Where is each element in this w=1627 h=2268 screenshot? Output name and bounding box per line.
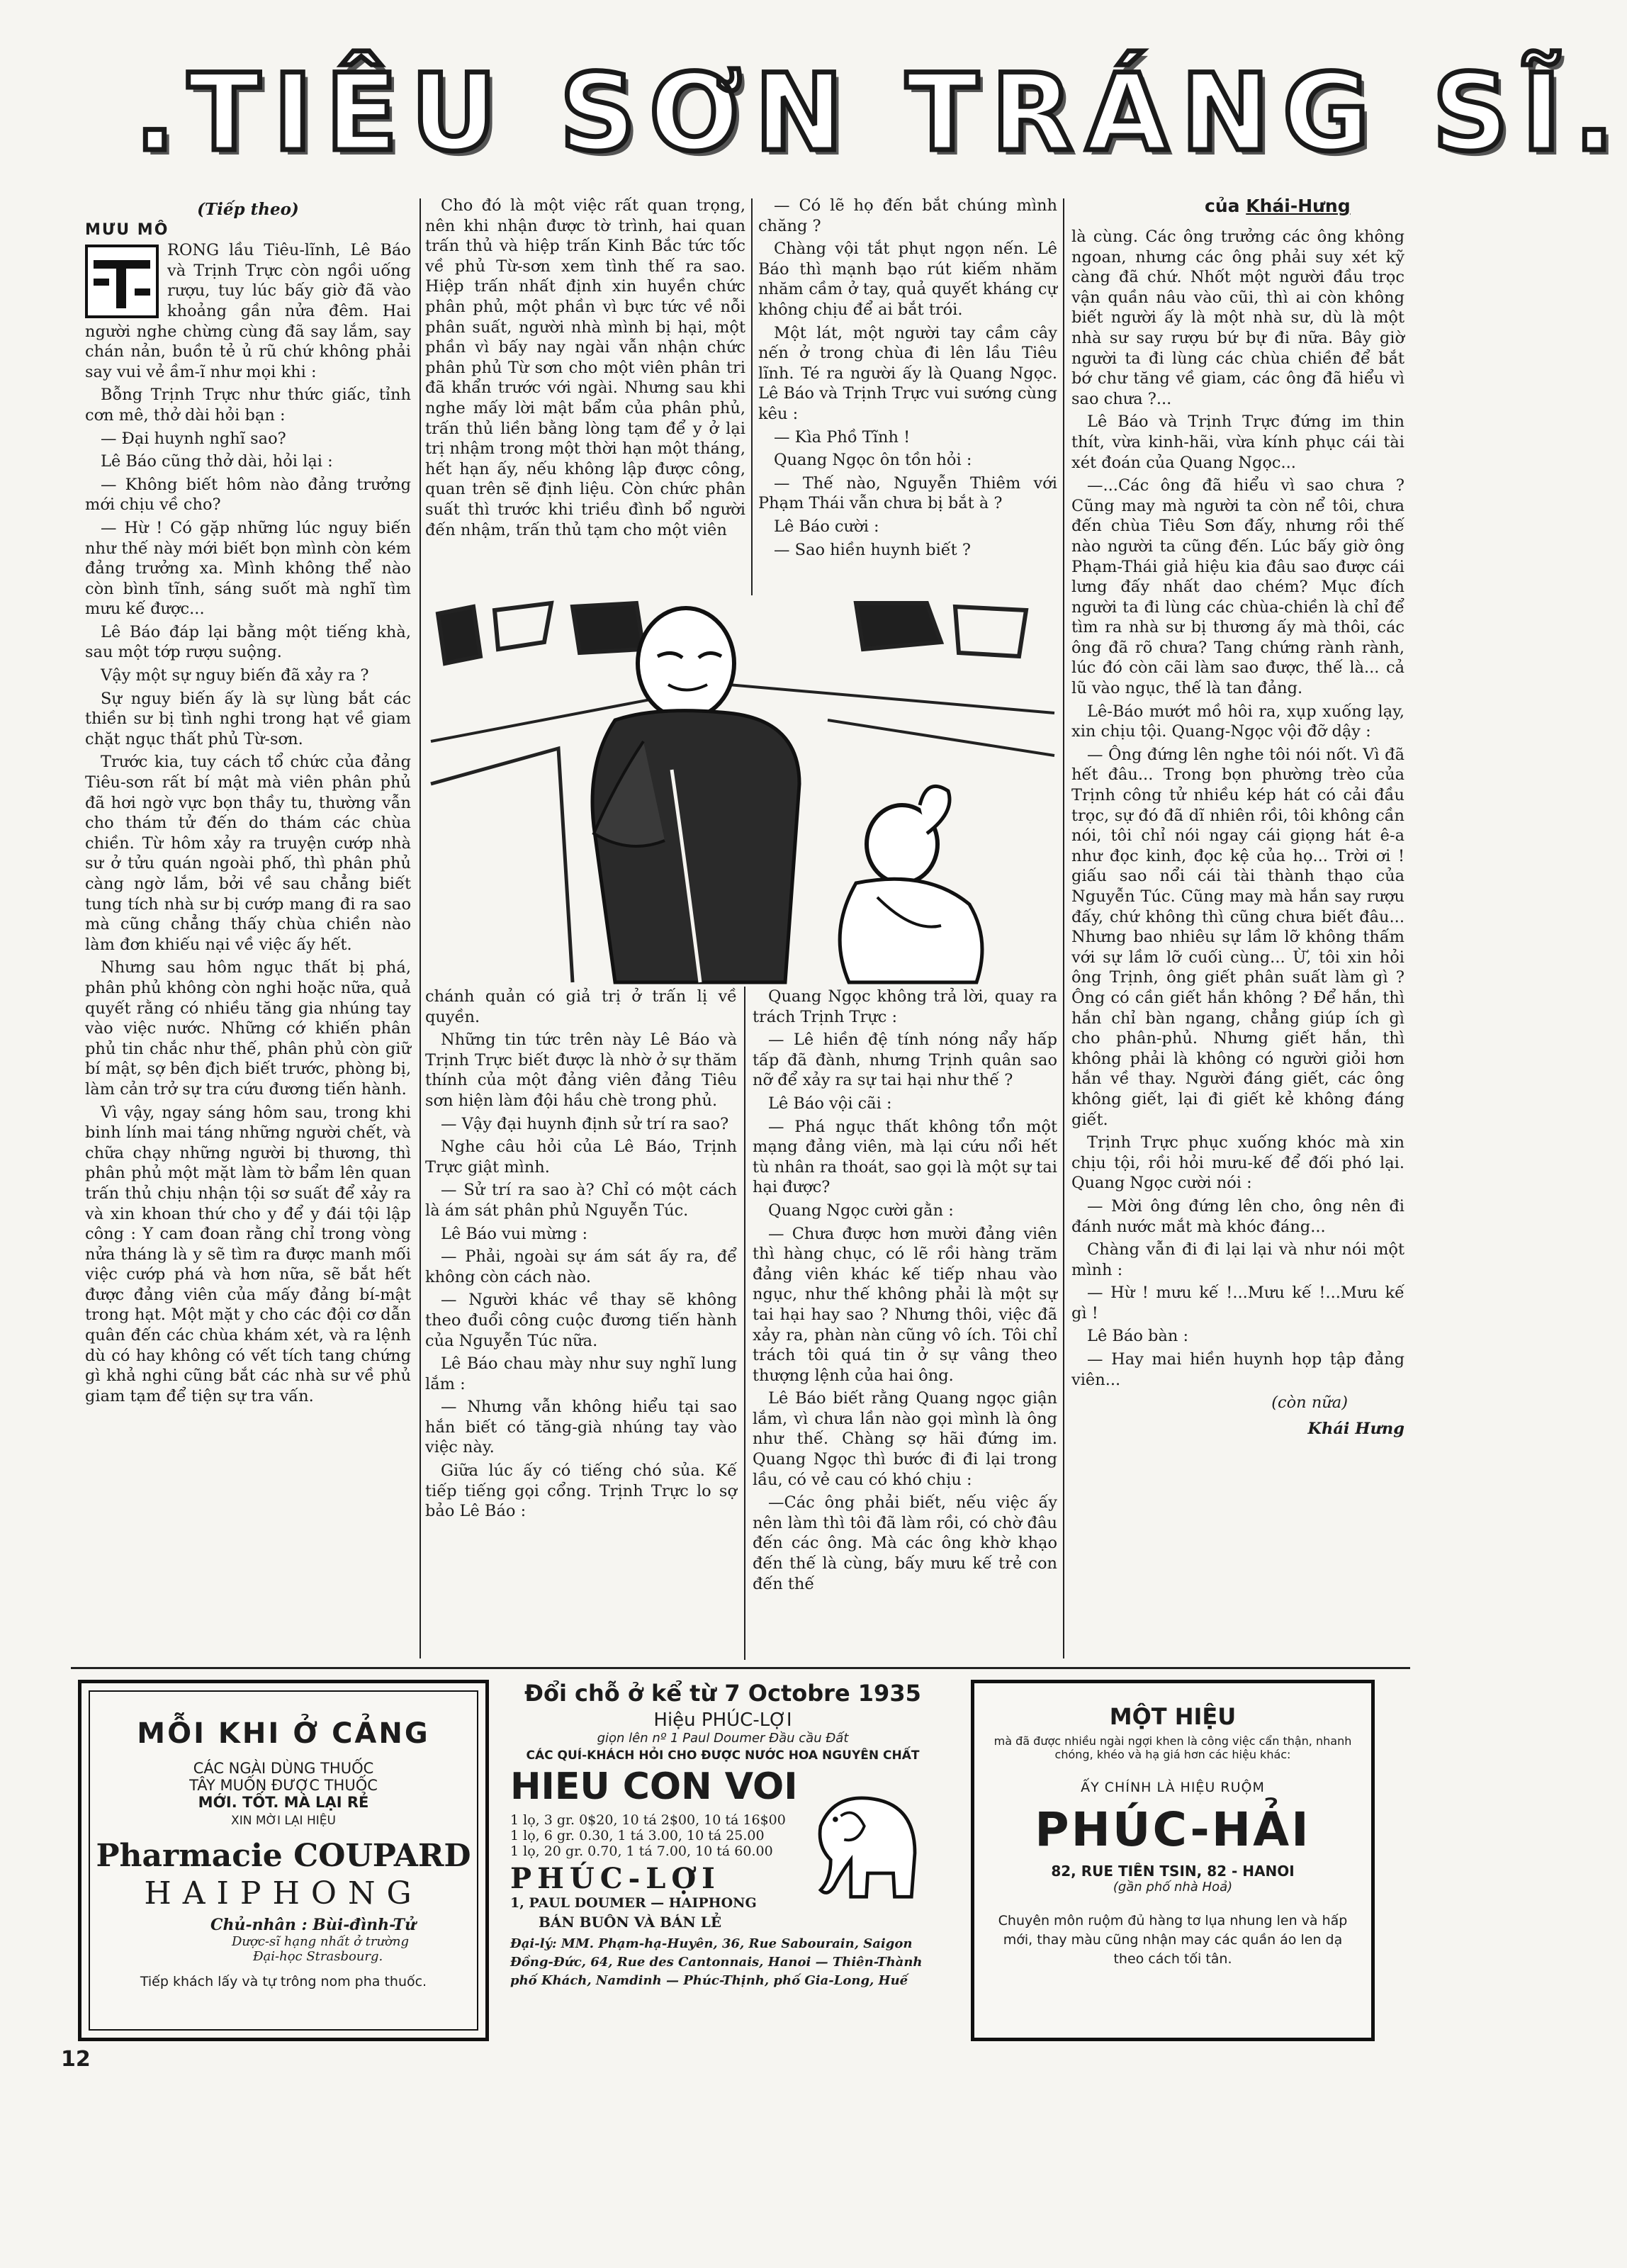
paragraph: Lê Báo vui mừng :: [441, 1224, 588, 1243]
paragraph: Chàng vội tắt phụt ngọn nến. Lê Báo thì mạnh bạo rút kiếm nhăm nhăm cầm ở tay, quả quyết kháng cự không chịu để ai bắt trói.: [758, 240, 1057, 319]
paragraph: Những tin tức trên này Lê Báo và Trịnh Trực biết được là nhờ ở sự thăm thính của một đảng viên đảng Tiêu sơn hiện làm đội hầu chè trong phủ.: [425, 1031, 737, 1110]
paragraph: — Hay mai hiền huynh họp tập đảng viên...: [1071, 1350, 1404, 1389]
column-3-top: [758, 196, 1057, 593]
paragraph: — Hừ ! Có gặp những lúc nguy biến như thế này mới biết bọn mình còn kém đảng trưởng xa. Mình không thể nào còn bình tĩnh, sáng suốt mà nghĩ tìm mưu kế được...: [85, 518, 411, 619]
ad-left-headline: MỖI KHI Ở CẢNG: [137, 1717, 430, 1750]
paragraph: — Nhưng vẫn không hiểu tại sao hắn biết có tăng-già nhúng tay vào việc này.: [425, 1398, 737, 1457]
paragraph: — Người khác về thay sẽ không theo đuổi công cuộc đương tiến hành của Nguyễn Túc nữa.: [425, 1291, 737, 1350]
ad-right-brand: PHÚC-HẢI: [1035, 1802, 1311, 1857]
paragraph: Lê Báo bàn :: [1087, 1327, 1189, 1346]
column-3-bottom: [753, 987, 1057, 1658]
paragraph: — Thế nào, Nguyễn Thiêm với Phạm Thái vẫn chưa bị bắt à ?: [758, 473, 1057, 513]
ad-left-brand: Pharmacie COUPARD: [96, 1838, 471, 1874]
paragraph: — Không biết hôm nào đảng trưởng mới chịu về cho?: [85, 475, 411, 515]
ad-right-address: 82, RUE TIÊN TSIN, 82 - HANOI: [1051, 1863, 1295, 1880]
paragraph: Sự nguy biến ấy là sự lùng bắt các thiền sư bị tình nghi trong hạt về giam chặt ngục thất phủ Từ-sơn.: [85, 689, 411, 748]
ad-right-lead: ẤY CHÍNH LÀ HIỆU RUỘM: [1081, 1780, 1265, 1795]
byline-author: Khái-Hưng: [1246, 196, 1351, 216]
paragraph: Quang Ngọc không trả lời, quay ra trách Trịnh Trực :: [753, 987, 1057, 1026]
paragraph: Lê Báo chau mày như suy nghĩ lung lắm :: [425, 1354, 737, 1393]
paragraph: — Kìa Phồ Tĩnh !: [774, 427, 911, 447]
ad-center-address-note: giọn lên nº 1 Paul Doumer Đầu cầu Đất: [597, 1731, 849, 1746]
ad-right-intro: mà đã được nhiều ngài ngợi khen là công việc cẩn thận, nhanh chóng, khéo và hạ giá hơn các hiệu khác:: [993, 1734, 1352, 1761]
paragraph: — Phải, ngoài sự ám sát ấy ra, để không còn cách nào.: [425, 1247, 737, 1286]
paragraph: Lê Báo biết rằng Quang ngọc giận lắm, vì chưa lần nào gọi mình là ông như thế. Chàng sợ hãi đứng im. Quang Ngọc thì bước đi đi lại trong lầu, có vẻ cau có khó chịu :: [753, 1389, 1057, 1489]
ad-center-brand2: PHÚC-LỢI: [510, 1862, 721, 1895]
paragraph: là cùng. Các ông trưởng các ông không ngoan, nhưng các ông phải suy xét kỹ càng đã chứ. Nhốt một người đầu trọc vận quần nâu vào cũi, thì ai còn không biết người ấy là một nhà sư, dù là một nhà sư say rượu bứ bự đi nữa. Bây giờ người ta đi lùng các chùa chiền để bắt bớ chư tăng về giam, các ông đã hiểu vì sao chưa ?...: [1071, 228, 1404, 408]
ad-pharmacie-coupard: [78, 1680, 489, 2041]
elephant-icon: [794, 1779, 928, 1914]
ad-right-desc: Chuyên môn ruộm đủ hàng tơ lụa nhung len và hấp mới, thay màu cũng nhận may các quần áo len dạ theo cách tối tân.: [998, 1913, 1348, 1967]
paragraph: —Các ông phải biết, nếu việc ấy nên làm thì tôi đã làm rồi, có chờ đâu đến các ông. Mà các ông khờ khạo đến thế là cùng, bấy mưu kế trẻ con đến thế: [753, 1493, 1057, 1593]
ad-right-headline: MỘT HIỆU: [1109, 1703, 1237, 1730]
ad-left-line3: MỚI. TỐT. MÀ LẠI RẺ: [198, 1794, 369, 1811]
column-1: [85, 200, 411, 1666]
paragraph: — Có lẽ họ đến bắt chúng mình chăng ?: [758, 196, 1057, 235]
byline: [1205, 196, 1351, 216]
ad-center-agents: Đại-lý: MM. Phạm-hạ-Huyên, 36, Rue Sabourain, Saigon Đồng-Đức, 64, Rue des Cantonnais, Hanoi — Thiên-Thành phố Khách, Namdinh — Phúc-Thịnh, phố Gia-Long, Huế: [510, 1936, 923, 1988]
ad-phuc-hai: [971, 1680, 1375, 2041]
paragraph: —...Các ông đã hiểu vì sao chưa ? Cũng may mà người ta còn nể tôi, chưa đến chùa Tiêu Sơn đấy, nhưng rồi thế nào người ta cũng đến. Lúc bấy giờ ông Phạm-Thái giả hiệu kia đâu sao được cái lưng đấy nhất dao chém? Mục đích người ta đi lùng các chùa-chiền là chỉ để tìm ra nhà sư bị thương ấy mà thôi, các ông đã rõ chưa? Tang chứng rành rành, lúc đó còn cãi làm sao được, thế là... cả lũ vào ngục, thế là tan đảng.: [1071, 476, 1404, 698]
paragraph: Chàng vẫn đi đi lại lại và như nói một mình :: [1071, 1240, 1404, 1279]
paragraph: Lê-Báo mướt mồ hôi ra, xụp xuống lạy, xin chịu tội. Quang-Ngọc vội đỡ dậy :: [1071, 702, 1404, 741]
column-rule: [420, 198, 421, 1658]
paragraph: Giữa lúc ấy có tiếng chó sủa. Kế tiếp tiếng gọi cổng. Trịnh Trực lo sợ bảo Lê Báo :: [425, 1461, 737, 1521]
paragraph: — Sao hiền huynh biết ?: [774, 540, 971, 559]
paragraph: — Hừ ! mưu kế !...Mưu kế !...Mưu kế gì !: [1071, 1284, 1404, 1323]
illustration-two-monks: [431, 600, 1054, 982]
paragraph: Quang Ngọc ôn tồn hỏi :: [774, 451, 972, 470]
ad-center-price-2: 1 lọ, 6 gr. 0.30, 1 tá 3.00, 10 tá 25.00: [510, 1828, 765, 1843]
column-2-bottom: [425, 987, 737, 1658]
ads-top-rule: [71, 1667, 1410, 1669]
paragraph: Cho đó là một việc rất quan trọng, nên khi nhận được tờ trình, hai quan trấn thủ và hiệp trấn Kinh Bắc tức tốc về phủ Từ-sơn xem tình thế ra sao. Hiệp trấn nhất định xin huyền chức phân phủ, một phần vì bực tức về nỗi phân suất, người nhà mình bị hại, một phần vì bấy nay ngài vẫn nhận chức phân phủ Từ sơn cho một viên phân tri đã khẩn trước với ngài. Nhưng sau khi nghe mấy lời mật bẩm của phân phủ, trấn thủ liền bằng lòng tạm để y ở lại trị nhậm trong một thời hạn một tháng, hết hạn ấy, nếu không lập được công, quan trên sẽ định liệu. Còn chức phân suất thì trước khi triều đình bổ người đến nhậm, trấn thủ tạm cho một viên: [425, 196, 745, 539]
signature: Khái Hưng: [1307, 1419, 1404, 1438]
paragraph: Lê Báo cũng thở dài, hỏi lại :: [101, 452, 333, 471]
ad-left-city: HAIPHONG: [144, 1875, 423, 1911]
column-rule: [1063, 198, 1064, 1658]
section-title: MƯU MÔ: [85, 220, 169, 239]
dropcap-t-icon: [85, 245, 159, 318]
page-number: 12: [61, 2047, 91, 2072]
paragraph: Bỗng Trịnh Trực như thức giấc, tỉnh cơn mê, thở dài hỏi bạn :: [85, 386, 411, 425]
ad-right-address-note: (gần phố nhà Hoả): [1113, 1880, 1233, 1894]
paragraph: Một lát, một người tay cầm cây nến ở trong chùa đi lên lầu Tiêu lĩnh. Té ra người ấy là Quang Ngọc. Lê Báo và Trịnh Trực vui sướng cùng kêu :: [758, 323, 1057, 423]
paragraph: Lê Báo vội cãi :: [768, 1094, 892, 1113]
column-rule: [744, 987, 745, 1660]
ad-left-owner: Chủ-nhân : Bùi-đình-Tử: [210, 1916, 416, 1934]
ad-center-trade: BÁN BUÔN VÀ BÁN LẺ: [539, 1914, 722, 1931]
continued-label: (Tiếp theo): [197, 200, 299, 219]
paragraph: Quang Ngọc cười gằn :: [768, 1201, 954, 1220]
paragraph: chánh quản có giả trị ở trấn lị về quyền.: [425, 987, 737, 1026]
ad-center-invite: CÁC QUÍ-KHÁCH HỎI CHO ĐƯỢC NƯỚC HOA NGUYÊN CHẤT: [526, 1748, 920, 1763]
paragraph: Nhưng sau hôm ngục thất bị phá, phân phủ không còn nghi hoặc nữa, quả quyết rằng có nhiều tăng gia nhúng tay vào việc nước. Những cớ khiến phân phủ tin chắc như thế, phân phủ còn giữ bí mật, sợ bên địch biết trước, phòng bị, làm cản trở sự tra cứu đương tiến hành.: [85, 958, 411, 1099]
paragraph: Nghe câu hỏi của Lê Báo, Trịnh Trực giật mình.: [425, 1138, 737, 1177]
ad-center-address: 1, PAUL DOUMER — HAIPHONG: [510, 1895, 757, 1911]
paragraph: Vì vậy, ngay sáng hôm sau, trong khi binh lính mai táng những người chết, và chữa chạy những người bị thương, thì phân phủ một mặt làm tờ bẩm lên quan trấn thủ chịu nhận tội sơ suất để xảy ra và xin khoan thứ cho y để y đái tội lập công : Y cam đoan rằng chỉ trong vòng nửa tháng là y sẽ tìm ra được manh mối việc cướp phá và hơn nữa, sẽ bắt hết được đảng viên của mấy đảng bí-mật trong hạt. Một mặt y cho các đội cơ dẫn quân đến các chùa khám xét, và ra lệnh dù có hay không có vết tích tang chứng gì khả nghi cũng bắt các nhà sư về phủ giam tạm để tiện sự tra vấn.: [85, 1103, 411, 1405]
paragraph: — Lê hiền đệ tính nóng nẩy hấp tấp đã đành, nhưng Trịnh quân sao nỡ để xảy ra sự tai hại như thế ?: [753, 1031, 1057, 1090]
ad-left-line1: CÁC NGÀI DÙNG THUỐC: [193, 1760, 374, 1777]
ad-left-line4: XIN MỜI LẠI HIỆU: [231, 1814, 336, 1828]
ad-center-price-1: 1 lọ, 3 gr. 0$20, 10 tá 2$00, 10 tá 16$00: [510, 1812, 786, 1828]
continued-next: (còn nữa): [1271, 1393, 1348, 1413]
page-title: .TIÊU SƠN TRÁNG SĨ.: [135, 52, 1627, 175]
ad-left-school: Đại-học Strasbourg.: [253, 1949, 383, 1964]
column-2-top: [425, 196, 745, 593]
column-rule: [751, 198, 753, 595]
column-4: [1071, 227, 1404, 1666]
ad-left-degree: Dược-sĩ hạng nhất ở trường: [232, 1934, 410, 1949]
paragraph: — Mời ông đứng lên cho, ông nên đi đánh nước mắt mà khóc đáng...: [1071, 1196, 1404, 1236]
paragraph: — Sử trí ra sao à? Chỉ có một cách là ám sát phân phủ Nguyễn Túc.: [425, 1181, 737, 1220]
paragraph: Trước kia, tuy cách tổ chức của đảng Tiêu-sơn rất bí mật mà viên phân phủ đã hơi ngờ vực bọn thầy tu, thường vẫn cho thám tử đến do thám các chùa chiền. Từ hôm xảy ra truyện cướp nhà sư ở tửu quán ngoài phố, thì phân phủ càng ngờ lắm, bởi về sau chẳng biết tung tích nhà sư bị cướp mang đi ra sao mà cũng chẳng thấy chùa chiền nào làm đơn khiếu nại về việc ấy hết.: [85, 753, 411, 954]
paragraph: — Ông đứng lên nghe tôi nói nốt. Vì đã hết đâu... Trong bọn phường trèo của Trịnh công tử nhiều kép hát có cải đầu trọc, sự đó đã dĩ nhiên rồi, tôi không cần nói, tôi chỉ nói ngay cái giọng hát ê-a như đọc kinh, đọc kệ của họ... Trời ơi ! giấu sao nổi cái tài thành thạo của Nguyễn Túc. Cũng may mà hắn say rượu đấy, chứ không thì cũng chưa biết đâu... Nhưng bao nhiêu sự lầm lỡ không thấm với sự lầm lỡ cuối cùng... Ừ, tôi xin hỏi ông Trịnh, ông giết phân suất làm gì ? Ông có cần giết hắn không ? Để hắn, thì hắn chỉ bàn ngang, chẳng giúp ích gì cho phân-phủ. Nhưng giết hắn, thì không phải là không có người giỏi hơn hắn về thay. Người đáng giết, các ông không giết, lại đi giết kẻ không đáng giết.: [1071, 745, 1404, 1129]
paragraph: Lê Báo đáp lại bằng một tiếng khà, sau một tớp rượu suộng.: [85, 622, 411, 662]
paragraph: Trịnh Trực phục xuống khóc mà xin chịu tội, rồi hỏi mưu-kế để đối phó lại. Quang Ngọc cười nói :: [1071, 1133, 1404, 1193]
ad-center-price-3: 1 lọ, 20 gr. 0.70, 1 tá 7.00, 10 tá 60.00: [510, 1843, 773, 1859]
paragraph: RONG lầu Tiêu-lĩnh, Lê Báo và Trịnh Trực còn ngồi uống rượu, tuy lúc bấy giờ đã vào khoảng gần nửa đêm. Hai người nghe chừng cùng đã say lắm, say chán nản, buồn tẻ ủ rũ chứ không phải say vui vẻ ầm-ĩ như mọi khi :: [85, 241, 411, 381]
paragraph: — Đại huynh nghĩ sao?: [101, 429, 286, 448]
ad-center-shop: Hiệu PHÚC-LỢI: [653, 1710, 792, 1731]
byline-prefix: của: [1205, 196, 1240, 216]
ad-left-line2: TÂY MUỐN ĐƯỢC THUỐC: [189, 1777, 378, 1794]
paragraph: Lê Báo cười :: [774, 517, 879, 536]
ad-center-brand: HIEU CON VOI: [510, 1765, 798, 1808]
paragraph: Lê Báo và Trịnh Trực đứng im thin thít, vừa kinh-hãi, vừa kính phục cái tài xét đoán của Quang Ngọc...: [1071, 412, 1404, 472]
paragraph: — Chưa được hơn mười đảng viên thì hàng chục, có lẽ rồi hàng trăm đảng viên khác kế tiếp nhau vào ngục, như thế không phải là một sự tai hại hay sao ? Nhưng thôi, việc đã xảy ra, phàn nàn cũng vô ích. Tôi chỉ trách tôi quá tin ở sự vâng theo thượng lệnh của hai ông.: [753, 1224, 1057, 1385]
paragraph: — Phá ngục thất không tổn một mạng đảng viên, mà lại cứu nổi hết tù nhân ra thoát, sao gọi là một sự tai hại được?: [753, 1117, 1057, 1197]
ad-phuc-loi: [510, 1680, 935, 2048]
paragraph: — Vậy đại huynh định sử trí ra sao?: [441, 1114, 729, 1133]
ad-left-footer: Tiếp khách lấy và tự trông nom pha thuốc.: [140, 1974, 427, 1989]
paragraph: Vậy một sự nguy biến đã xảy ra ?: [101, 666, 369, 685]
ad-center-headline: Đổi chỗ ở kể từ 7 Octobre 1935: [524, 1680, 921, 1707]
